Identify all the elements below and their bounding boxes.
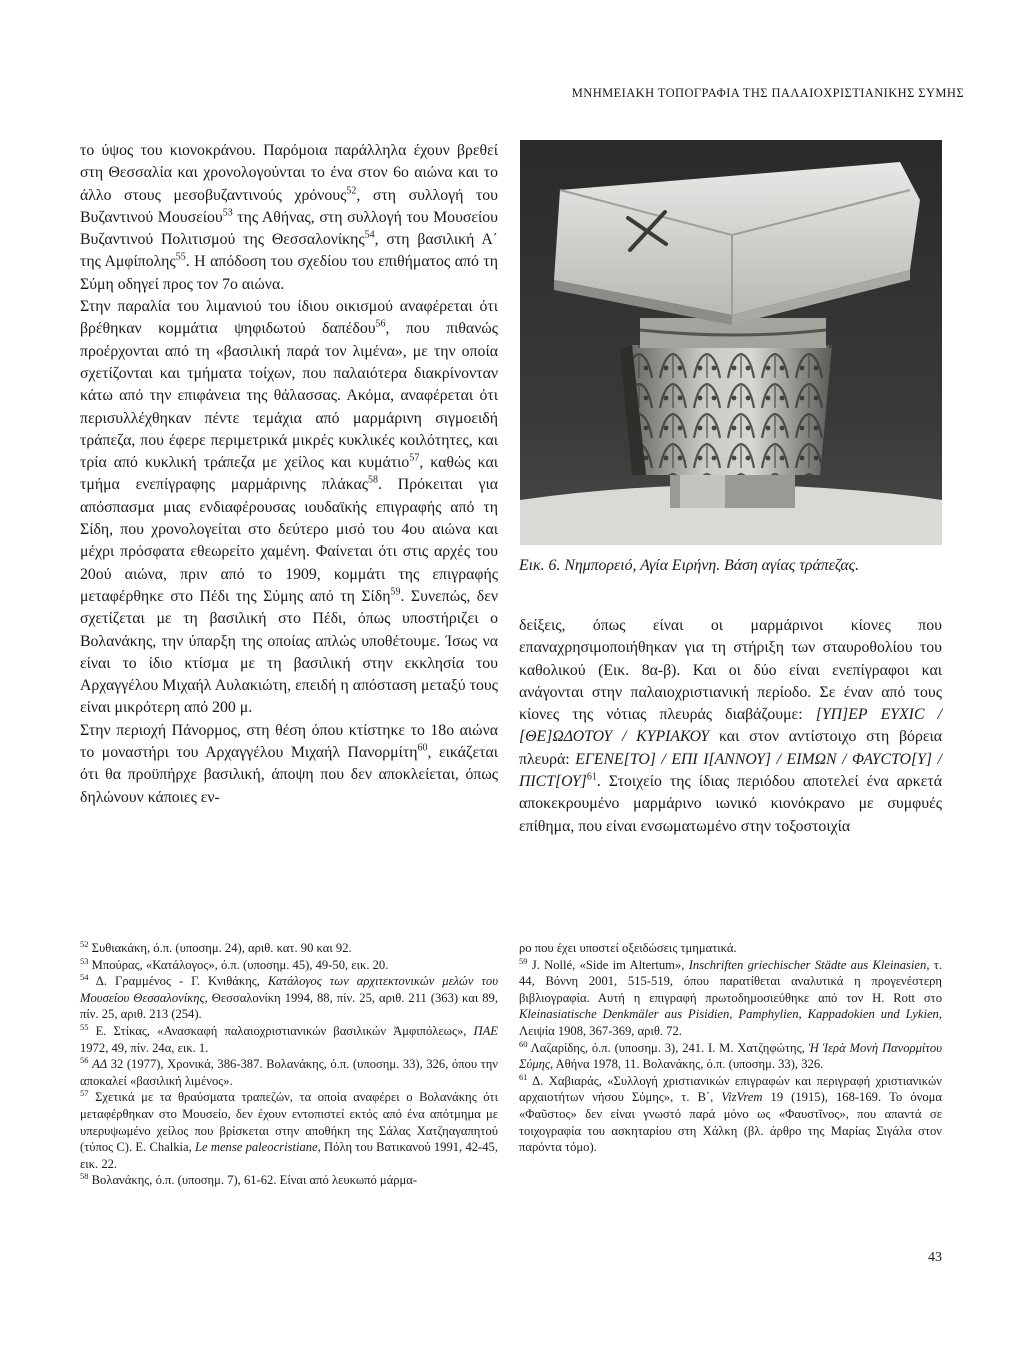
- footnote: [80, 1172, 498, 1189]
- footnote-number: 60: [519, 1038, 528, 1049]
- footnote-text: Δ. Γραμμένος - Γ. Κνιθάκης,: [95, 974, 268, 989]
- footnote-number: 56: [80, 1054, 89, 1065]
- footnote-text: Δ. Χαβιαράς, «Συλλογή χριστιανικών επιγραφών και περιγραφή χριστιανικών αρχαιοτήτων νήσου Σύμης», τ. Β΄,: [519, 1073, 942, 1105]
- footnote-title: Kleinasiatische Denkmäler aus Pisidien, Pamphylien, Kappadokien und Lykien: [519, 1007, 939, 1022]
- footnote-title: Ἡ Ἱερὰ Μονὴ Πανορμίτου Σύμης: [519, 1040, 942, 1072]
- text-segment: . Συνεπώς, δεν σχετίζεται με τη βασιλική στο Πέδι, όπως υποστήριζει ο Βολανάκης, την ύπαρξη της οποίας απλώς υποθέτουμε. Ίσως να είναι το ίδιο κτίσμα με τη βασιλική στην εκκλησία του Αρχαγγέλου Μιχαήλ Αυλακιώτη, επειδή η απόσταση μεταξύ τους είναι μικρότερη από 200 μ.: [80, 587, 499, 717]
- footnote-ref: 56: [375, 319, 386, 331]
- text-segment: δείξεις, όπως είναι οι μαρμάρινοι κίονες που επαναχρησιμοποιήθηκαν για τη στήριξη των σταυροθολίου του καθολικού (Εικ. 8α-β). Και οι δύο είναι ενεπίγραφοι και ανάγονται στην παλαιοχριστιανική περίοδο. Σε έναν από τους κίονες της νότιας πλευράς διαβάζουμε:: [519, 617, 942, 724]
- footnote-text: Σχετικά με τα θραύσματα τραπεζών, τα οποία αναφέρει ο Βολανάκης ότι μεταφέρθηκαν στο Μουσείο, δεν έχουν εντοπιστεί εκτός από ένα απότμημα με υπερυψωμένο χείλος που βρίσκεται στην αποθήκη της Σάλας Χατζηαγαπητού (τύπος C). E. Chalkia,: [80, 1090, 498, 1155]
- right-column: [519, 615, 942, 838]
- footnote: [80, 1089, 498, 1172]
- footnote-ref: 59: [390, 586, 401, 598]
- footnote-title: ΠΑΕ: [473, 1023, 498, 1038]
- footnote-number: 53: [80, 955, 89, 966]
- footnote-text: , Αθήνα 1978, 11. Βολανάκης, ό.π. (υποσημ. 33), 326.: [549, 1057, 824, 1072]
- text-segment: . Στοιχείο της ίδιας περιόδου αποτελεί ένα αρκετά αποκεκρουμένο μαρμάρινο ιωνικό κιονόκρανο με συμφυές επίθημα, που είναι ενσωματωμένο στην τοξοστοιχία: [519, 773, 942, 835]
- footnote-title: Κατάλογος των αρχιτεκτονικών μελών του Μουσείου Θεσσαλονίκης: [80, 974, 498, 1005]
- text-segment: . Πρόκειται για απόσπασμα μιας ενδιαφέρουσας ιουδαϊκής επιγραφής από τη Σίδη, που χρονολογείται στο δεύτερο μισό του 4ου αιώνα και μέχρι πρόσφατα εθεωρείτο χαμένη. Φαίνεται ότι στις αρχές του 20ού αιώνα, πριν από το 1909, κομμάτι της επιγραφής μεταφέρθηκε στο Πέδι της Σύμης από τη Σίδη: [80, 476, 498, 605]
- running-head: ΜΝΗΜΕΙΑΚΗ ΤΟΠΟΓΡΑΦΙΑ ΤΗΣ ΠΑΛΑΙΟΧΡΙΣΤΙΑΝΙΚΗΣ ΣΥΜΗΣ: [571, 86, 964, 100]
- inscription-north: ΕΓΕΝΕ[ΤΟ] / ΕΠΙ Ι[ΑΝΝΟΥ] / ΕΙΜΩΝ / ΦΑΥCΤΟ[Υ] / ΠΙCΤ[ΟΥ]: [519, 750, 942, 791]
- text-segment: Στην παραλία του λιμανιού του ίδιου οικισμού αναφέρεται ότι βρέθηκαν κομμάτια ψηφιδωτού δαπέδου: [80, 298, 498, 338]
- footnote-title: VizVrem: [721, 1090, 763, 1105]
- footnote-number: 58: [80, 1171, 89, 1182]
- footnote-text: Λαζαρίδης, ό.π. (υποσημ. 3), 241. Ι. Μ. Χατζηφώτης,: [530, 1040, 809, 1055]
- footnote-text: 19 (1915), 168-169. Το όνομα «Φαῦστος» δεν είναι γνωστό παρά μόνο ως «Φαυστῖνος», που απαντά σε τοιχογραφία του ασκηταρίου στη Χάλκη (βλ. άρθρο της Μαρίας Σιγάλα στον παρόντα τόμο).: [519, 1090, 942, 1155]
- footnote-ref: 54: [364, 229, 375, 241]
- footnote-text: 1972, 49, πίν. 24α, εικ. 1.: [80, 1040, 209, 1055]
- footnote-text: ρο που έχει υποστεί οξειδώσεις τμηματικά.: [519, 941, 737, 955]
- text-segment: και στον αντίστοιχο στη βόρεια πλευρά:: [519, 728, 942, 768]
- footnote-ref: 57: [409, 452, 420, 464]
- footnote-text: , τ. 44, Βόννη 2001, 515-519, όπου παρατίθεται αναλυτικά η προγενέστερη βιβλιογραφία. Αυτή η επιγραφή πρωτοδημοσιεύθηκε από τον H. Rott στο: [519, 957, 942, 1005]
- footnote: [80, 973, 498, 1023]
- text-segment: , που πιθανώς προέρχονται από τη «βασιλική παρά τον λιμένα», με την οποία σχετίζονται και τμήματα τοίχων, που παλαιότερα διακρίνονταν κάτω από την επιφάνεια της θάλασσας. Ακόμα, αναφέρεται ότι περισυλλέχθηκαν πέντε τεμάχια από μαρμάρινη σιγμοειδή τράπεζα, που έφερε περιμετρικά μικρές κυκλικές κοιλότητες, και τρία από κυκλική τράπεζα με χείλος και κυμάτιο: [80, 320, 498, 472]
- footnote: [80, 1023, 498, 1056]
- footnote-text: Συθιακάκη, ό.π. (υποσημ. 24), αριθ. κατ. 90 και 92.: [91, 941, 352, 955]
- footnote-ref: 53: [222, 207, 233, 219]
- footnotes-left: [80, 940, 498, 1189]
- footnote-ref: 61: [586, 771, 597, 783]
- footnote-number: 54: [80, 972, 89, 982]
- paragraph-1: [80, 140, 498, 296]
- footnote-continuation: [519, 940, 942, 957]
- text-segment: της Αθήνας, στη συλλογή του Μουσείου Βυζαντινού Πολιτισμού της Θεσσαλονίκης: [80, 208, 499, 249]
- footnote-ref: 58: [368, 475, 379, 487]
- footnote: [519, 957, 942, 1040]
- footnote-title: Le mense paleocristiane: [195, 1140, 318, 1155]
- footnote-text: , Θεσσαλονίκη 1994, 88, πίν. 25, αριθ. 211 (363) και 89, πίν. 25, αριθ. 213 (254).: [80, 990, 498, 1022]
- footnote-text: Μπούρας, «Κατάλογος», ό.π. (υποσημ. 45), 49-50, εικ. 20.: [91, 957, 389, 972]
- footnote-text: J. Nollé, «Side im Altertum»,: [531, 957, 689, 972]
- inscription-south: [ΥΠ]ΕΡ ΕΥΧΙC / [ΘΕ]ΩΔΟΤΟΥ / ΚΥΡΙΑΚΟΥ: [519, 706, 942, 746]
- page-number: 43: [928, 1250, 942, 1265]
- footnote-number: 55: [80, 1021, 89, 1032]
- footnote-ref: 60: [417, 742, 428, 754]
- paragraph-2: [80, 296, 498, 720]
- footnote-number: 57: [80, 1088, 89, 1099]
- footnote-text: 32 (1977), Χρονικά, 386-387. Βολανάκης, ό.π. (υποσημ. 33), 326, όπου την αποκαλεί «βασιλική λιμένος».: [80, 1057, 498, 1088]
- footnote-text: , Πόλη του Βατικανού 1991, 42-45, εικ. 22.: [80, 1140, 498, 1171]
- footnotes-right: [519, 940, 942, 1156]
- footnote-text: , Λειψία 1908, 367-369, αριθ. 72.: [519, 1007, 942, 1038]
- left-column: [80, 140, 498, 809]
- text-segment: . Η απόδοση του σχεδίου του επιθήματος από τη Σύμη οδηγεί προς τον 7ο αιώνα.: [80, 253, 498, 293]
- footnote: [80, 1056, 498, 1089]
- footnote-ref: 55: [175, 252, 186, 264]
- footnote-number: 59: [519, 955, 528, 966]
- footnote: [519, 1040, 942, 1073]
- text-segment: , στη βασιλική Α΄ της Αμφίπολης: [80, 231, 498, 271]
- footnote-number: 52: [80, 938, 89, 949]
- footnote-text: Ε. Στίκας, «Ανασκαφή παλαιοχριστιανικών βασιλικών Ἀμφιπόλεως»,: [95, 1023, 474, 1038]
- figure-altar-base-photo: [520, 140, 942, 545]
- paragraph-3: [80, 720, 498, 809]
- footnote: [80, 957, 498, 974]
- text-segment: , στη συλλογή του Βυζαντινού Μουσείου: [80, 186, 498, 226]
- footnote-ref: 52: [346, 185, 357, 197]
- figure-caption: Εικ. 6. Νημπορειό, Αγία Ειρήνη. Βάση αγίας τράπεζας.: [519, 557, 860, 574]
- text-segment: Στην περιοχή Πάνορμος, στη θέση όπου κτίστηκε το 18ο αιώνα το μοναστήρι του Αρχαγγέλου Μιχαήλ Πανορμίτη: [80, 721, 498, 762]
- text-segment: το ύψος του κιονοκράνου. Παρόμοια παράλληλα έχουν βρεθεί στη Θεσσαλία και χρονολογούνται το ένα στον 6ο αιώνα και το άλλο στους μεσοβυζαντινούς χρόνους: [80, 142, 498, 204]
- footnote: [519, 1073, 942, 1156]
- footnote-number: 61: [519, 1071, 528, 1082]
- text-segment: , καθώς και τμήμα ενεπίγραφης μαρμάρινης πλάκας: [80, 454, 498, 494]
- footnote-title: Inschriften griechischer Städte aus Kleinasien: [688, 957, 927, 972]
- altar-base-image: [520, 140, 942, 545]
- text-segment: , εικάζεται ότι θα προϋπήρχε βασιλική, άποψη που δεν αποκλείεται, όπως δηλώνουν κάποιες εν-: [80, 744, 498, 806]
- paragraph-right-1: [519, 615, 942, 838]
- footnote-text: Βολανάκης, ό.π. (υποσημ. 7), 61-62. Είναι από λευκωπό μάρμα-: [91, 1173, 418, 1188]
- footnote: [80, 940, 498, 957]
- footnote-title: ΑΔ: [92, 1057, 108, 1072]
